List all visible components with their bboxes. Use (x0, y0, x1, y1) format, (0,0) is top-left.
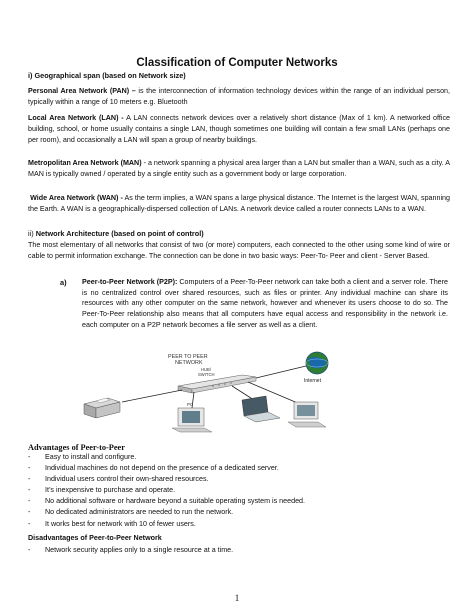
disadvantages-list (28, 545, 448, 556)
bullet-dash: - (28, 486, 31, 495)
pan-paragraph (28, 86, 450, 108)
hub-label-line-1: HUB/ (201, 367, 212, 372)
section-2-number: ii) (28, 229, 36, 238)
diagram-title-line-2: NETWORK (175, 360, 203, 366)
list-item (28, 474, 448, 485)
man-term: Metropolitan Area Network (MAN) (28, 159, 142, 167)
printer-icon (84, 398, 120, 418)
bullet-dash: - (28, 508, 31, 517)
list-marker-a: a) (60, 278, 67, 287)
wan-text: As the term implies, a WAN spans a large physical distance. The Internet is the largest WAN, spanning the Earth. A WAN is a geographically-dispersed collection of LANs. A network device called a router connects LANs to a WAN. (28, 194, 451, 213)
advantage-text: Easy to install and configure. (45, 453, 137, 461)
list-item (28, 485, 448, 496)
lan-text: A LAN connects network devices over a relatively short distance (Max of 1 km). A networked office building, school, or home usually contains a single LAN, though sometimes one building will contain a few small LANs (perhaps one per room), and occasionally a LAN will span a group of nearby buildings. (28, 114, 450, 144)
advantage-text: Individual machines do not depend on the presence of a dedicated server. (45, 464, 279, 473)
disadvantages-heading: Disadvantages of Peer-to-Peer Network (28, 534, 162, 542)
p2p-text: Computers of a Peer-To-Peer network can take both a client and a server role. There is no centralized control over shared resources, such as files or printer. Any individual machine can share its resources with any other computer on the same network, however and whenever its users choose to do so. The Peer-To-Peer relationship also means that all computers have equal access and responsibility in the network i.e. each computer on a P2P network becomes a file server as well as a client. (82, 278, 449, 329)
p2p-term: Peer-to-Peer Network (P2P): (82, 278, 178, 286)
page-title: Classification of Computer Networks (136, 57, 338, 69)
advantage-text: It works best for network with 10 of fewer users. (45, 519, 196, 528)
list-item (28, 463, 448, 474)
peer-to-peer-network-diagram (82, 346, 392, 436)
internet-globe-icon (306, 352, 328, 374)
diagram-title-line-1: PEER TO PEER (168, 354, 208, 360)
bullet-dash: - (28, 453, 31, 461)
advantage-text: No additional software or hardware beyond a suitable operating system is needed. (45, 497, 305, 506)
advantage-text: No dedicated administrators are needed to run the network. (45, 508, 234, 517)
wan-paragraph (28, 193, 450, 215)
bullet-dash: - (28, 519, 31, 528)
desktop-computer-icon (288, 402, 326, 427)
pc-label: PC (187, 402, 194, 407)
disadvantage-text: Network security applies only to a single resource at a time. (45, 546, 234, 554)
page-number: 1 (234, 593, 240, 603)
list-item (28, 545, 448, 556)
internet-label: Internet (304, 378, 321, 384)
bullet-dash: - (28, 546, 31, 554)
advantage-text: It’s inexpensive to purchase and operate. (45, 486, 176, 495)
bullet-dash: - (28, 464, 31, 473)
man-text: - a network spanning a physical area larger than a LAN but smaller than a WAN, such as a city. A MAN is typically owned / operated by a single entity such as a government body or large corporation. (28, 159, 450, 178)
architecture-paragraph: The most elementary of all networks that consist of two (or more) computers, each connected to the other using some kind of wire or cable to permit information exchange. The connection can be done in two basic ways: Peer-To- Peer and client - Server Based. (28, 241, 450, 260)
section-heading-network-architecture (28, 229, 450, 239)
bullet-dash: - (28, 475, 31, 484)
advantages-list (28, 452, 448, 530)
pan-term: Personal Area Network (PAN) – (28, 87, 136, 95)
list-item (28, 452, 448, 463)
hub-label-line-2: SWITCH (198, 372, 215, 377)
list-item (28, 507, 448, 518)
hub-switch-icon (178, 375, 256, 393)
advantages-heading: Advantages of Peer-to-Peer (28, 443, 125, 452)
advantage-text: Individual users control their own-shared resources. (45, 475, 209, 484)
section-heading-geographical-span: i) Geographical span (based on Network size) (28, 71, 186, 80)
bullet-dash: - (28, 497, 31, 506)
section-2-title: Network Architecture (based on point of control) (35, 229, 204, 238)
list-item (28, 519, 448, 530)
p2p-paragraph (82, 277, 448, 331)
lan-paragraph (28, 113, 450, 146)
computer-icon (172, 408, 212, 432)
laptop-icon (242, 396, 280, 422)
wan-term: Wide Area Network (WAN) - (30, 194, 123, 202)
lan-term: Local Area Network (LAN) - (28, 114, 124, 122)
man-paragraph (28, 158, 450, 180)
pan-text: is the interconnection of information technology devices within the range of an individual person, typically within a range of 10 meters e.g. Bluetooth (28, 87, 451, 106)
list-item (28, 496, 448, 507)
